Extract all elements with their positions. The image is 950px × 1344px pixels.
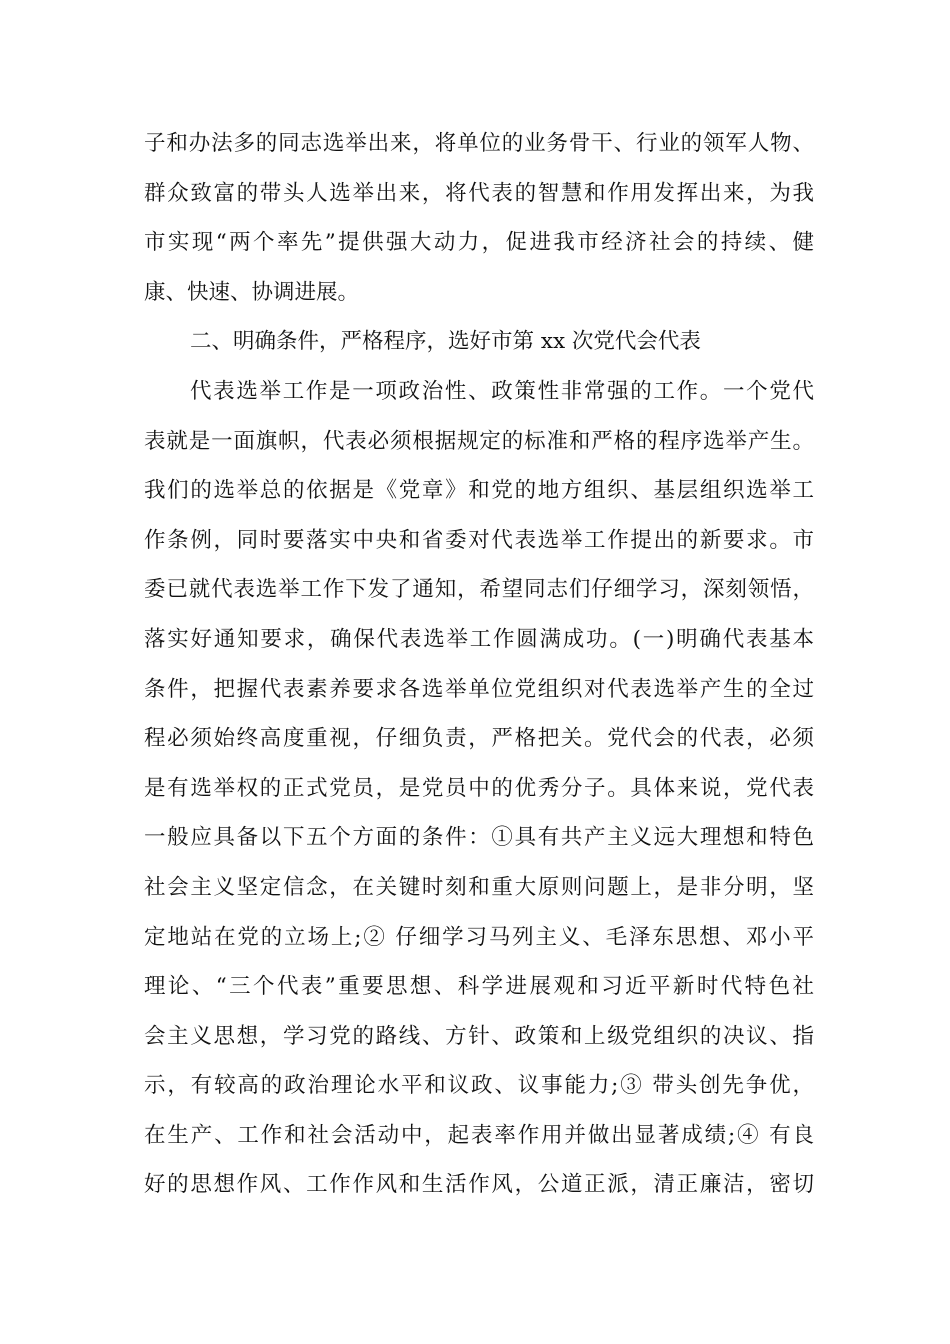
text-line: 我们的选举总的依据是《党章》和党的地方组织、基层组织选举工 [144, 478, 814, 504]
text-line: 条件，把握代表素养要求各选举单位党组织对代表选举产生的全过 [144, 676, 814, 702]
text-line: 社会主义坚定信念，在关键时刻和重大原则问题上，是非分明，坚 [144, 874, 814, 900]
text-line: 市实现“两个率先”提供强大动力，促进我市经济社会的持续、健 [144, 230, 814, 256]
text-line: 示，有较高的政治理论水平和议政、议事能力;③ 带头创先争优， [144, 1073, 814, 1099]
text-line: 在生产、工作和社会活动中，起表率作用并做出显著成绩;④ 有良 [144, 1122, 814, 1148]
text-line: 表就是一面旗帜，代表必须根据规定的标准和严格的程序选举产生。 [144, 428, 814, 454]
text-line: 作条例，同时要落实中央和省委对代表选举工作提出的新要求。市 [144, 527, 814, 553]
text-line: 康、快速、协调进展。 [144, 279, 360, 305]
document-body [144, 119, 814, 1210]
text-line: 定地站在党的立场上;② 仔细学习马列主义、毛泽东思想、邓小平 [144, 924, 814, 950]
text-line: 会主义思想，学习党的路线、方针、政策和上级党组织的决议、指 [144, 1023, 814, 1049]
text-line: 委已就代表选举工作下发了通知，希望同志们仔细学习，深刻领悟， [144, 577, 814, 603]
text-line: 一般应具备以下五个方面的条件：①具有共产主义远大理想和特色 [144, 825, 814, 851]
text-line: 群众致富的带头人选举出来，将代表的智慧和作用发挥出来，为我 [144, 180, 814, 206]
text-line: 理论、“三个代表”重要思想、科学进展观和习近平新时代特色社 [144, 974, 814, 1000]
text-line: 落实好通知要求，确保代表选举工作圆满成功。(一)明确代表基本 [144, 626, 814, 652]
text-line: 好的思想作风、工作作风和生活作风，公道正派，清正廉洁，密切 [144, 1172, 814, 1198]
text-line: 程必须始终高度重视，仔细负责，严格把关。党代会的代表，必须 [144, 726, 814, 752]
text-line: 是有选举权的正式党员，是党员中的优秀分子。具体来说，党代表 [144, 775, 814, 801]
text-line: 代表选举工作是一项政治性、政策性非常强的工作。一个党代 [190, 378, 814, 404]
section-heading: 二、明确条件，严格程序，选好市第 xx 次党代会代表 [190, 329, 701, 355]
text-line: 子和办法多的同志选举出来，将单位的业务骨干、行业的领军人物、 [144, 131, 814, 156]
